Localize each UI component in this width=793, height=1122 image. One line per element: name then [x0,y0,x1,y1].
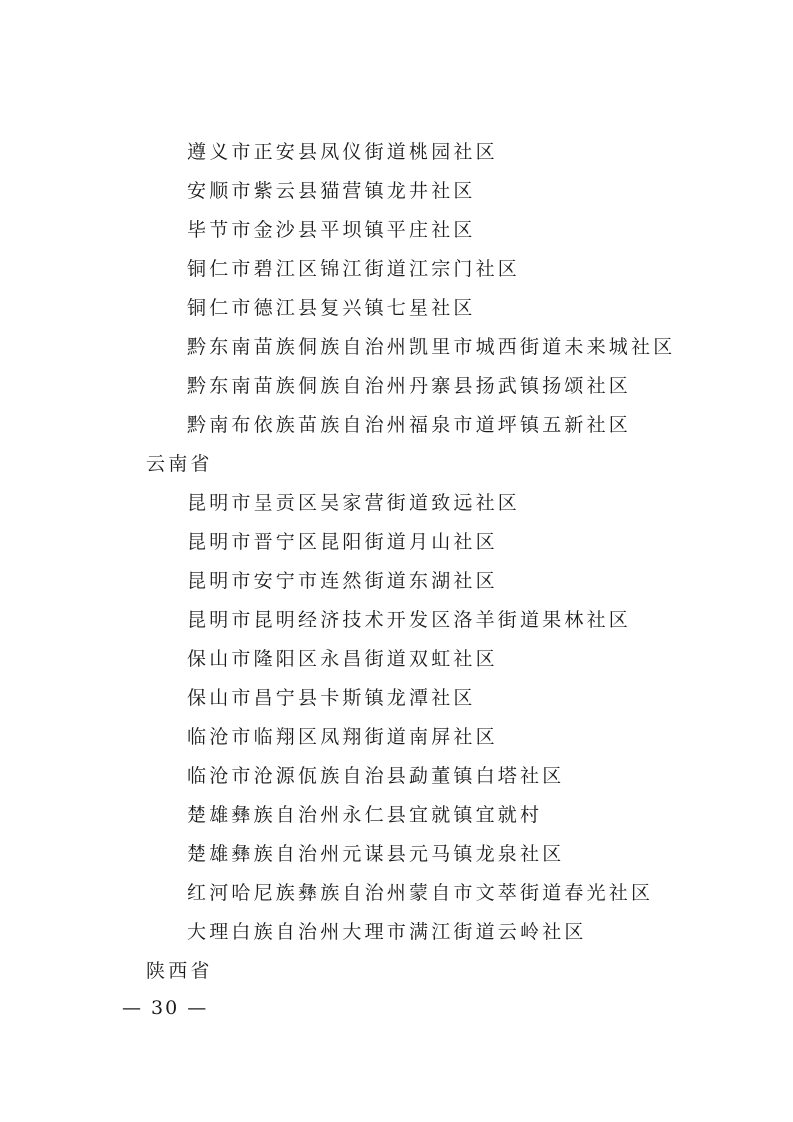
community-item: 铜仁市碧江区锦江街道江宗门社区 [187,258,521,280]
community-item: 昆明市昆明经济技术开发区洛羊街道果林社区 [187,609,632,631]
community-item: 楚雄彝族自治州元谋县元马镇龙泉社区 [187,843,565,865]
community-item: 安顺市紫云县猫营镇龙井社区 [187,180,476,202]
community-item: 铜仁市德江县复兴镇七星社区 [187,297,476,319]
community-item: 临沧市沧源佤族自治县勐董镇白塔社区 [187,765,565,787]
community-item: 黔东南苗族侗族自治州丹寨县扬武镇扬颂社区 [187,375,632,397]
community-item: 昆明市晋宁区昆阳街道月山社区 [187,531,498,553]
community-item: 楚雄彝族自治州永仁县宜就镇宜就村 [187,804,543,826]
province-heading-shaanxi: 陕西省 [146,960,213,982]
community-item: 黔东南苗族侗族自治州凯里市城西街道未来城社区 [187,336,676,358]
community-item: 昆明市安宁市连然街道东湖社区 [187,570,498,592]
community-item: 昆明市呈贡区吴家营街道致远社区 [187,492,521,514]
province-heading-yunnan: 云南省 [146,453,213,475]
page-number: — 30 — [122,997,209,1019]
community-item: 保山市昌宁县卡斯镇龙潭社区 [187,687,476,709]
community-item: 毕节市金沙县平坝镇平庄社区 [187,219,476,241]
community-item: 黔南布依族苗族自治州福泉市道坪镇五新社区 [187,414,632,436]
community-item: 大理白族自治州大理市满江街道云岭社区 [187,921,587,943]
community-item: 保山市隆阳区永昌街道双虹社区 [187,648,498,670]
community-item: 临沧市临翔区凤翔街道南屏社区 [187,726,498,748]
community-item: 红河哈尼族彝族自治州蒙自市文萃街道春光社区 [187,882,654,904]
community-item: 遵义市正安县凤仪街道桃园社区 [187,141,498,163]
